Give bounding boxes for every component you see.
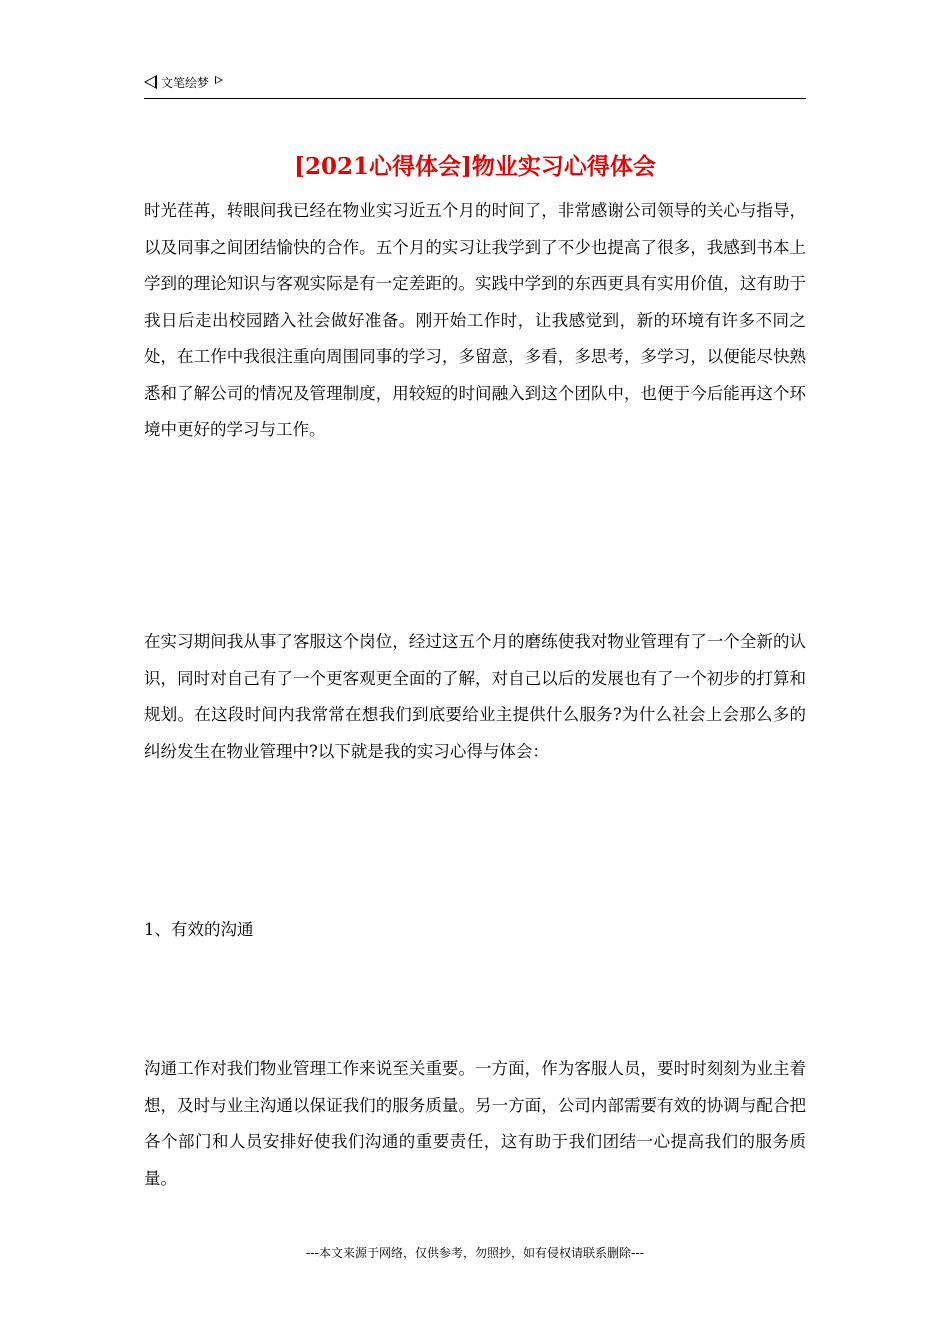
paragraph-intro: 时光荏苒，转眼间我已经在物业实习近五个月的时间了，非常感谢公司领导的关心与指导，以及同事之间团结愉快的合作。五个月的实习让我学到了不少也提高了很多，我感到书本上学到的理论知识与客观实际是有一定差距的。实践中学到的东西更具有实用价值，这有助于我日后走出校园踏入社会做好准备。刚开始工作时，让我感觉到，新的环境有许多不同之处，在工作中我很注重向周围同事的学习，多留意，多看，多思考，多学习，以便能尽快熟悉和了解公司的情况及管理制度，用较短的时间融入到这个团队中，也便于今后能再这个环境中更好的学习与工作。 <box>144 201 806 439</box>
document-title: [2021心得体会]物业实习心得体会 <box>294 153 656 180</box>
paragraph-internship: 在实习期间我从事了客服这个岗位，经过这五个月的磨练使我对物业管理有了一个全新的认识，同时对自己有了一个更客观更全面的了解，对自己以后的发展也有了一个初步的打算和规划。在这段时间内我常常在想我们到底要给业主提供什么服务?为什么社会上会那么多的纠纷发生在物业管理中?以下就是我的实习心得与体会： <box>144 632 806 761</box>
triangle-left-icon <box>144 75 157 89</box>
triangle-right-icon <box>215 76 223 84</box>
page-header <box>144 68 806 99</box>
paragraph-communication: 沟通工作对我们物业管理工作来说至关重要。一方面，作为客服人员，要时时刻刻为业主着想，及时与业主沟通以保证我们的服务质量。另一方面，公司内部需要有效的协调与配合把各个部门和人员安排好使我们沟通的重要责任，这有助于我们团结一心提高我们的服务质量。 <box>144 1059 806 1188</box>
section-heading-communication: 1、有效的沟通 <box>144 920 254 939</box>
header-brand: 文笔绘梦 <box>161 76 210 90</box>
footer-notice: ---本文来源于网络，仅供参考，勿照抄，如有侵权请联系删除--- <box>306 1246 644 1260</box>
